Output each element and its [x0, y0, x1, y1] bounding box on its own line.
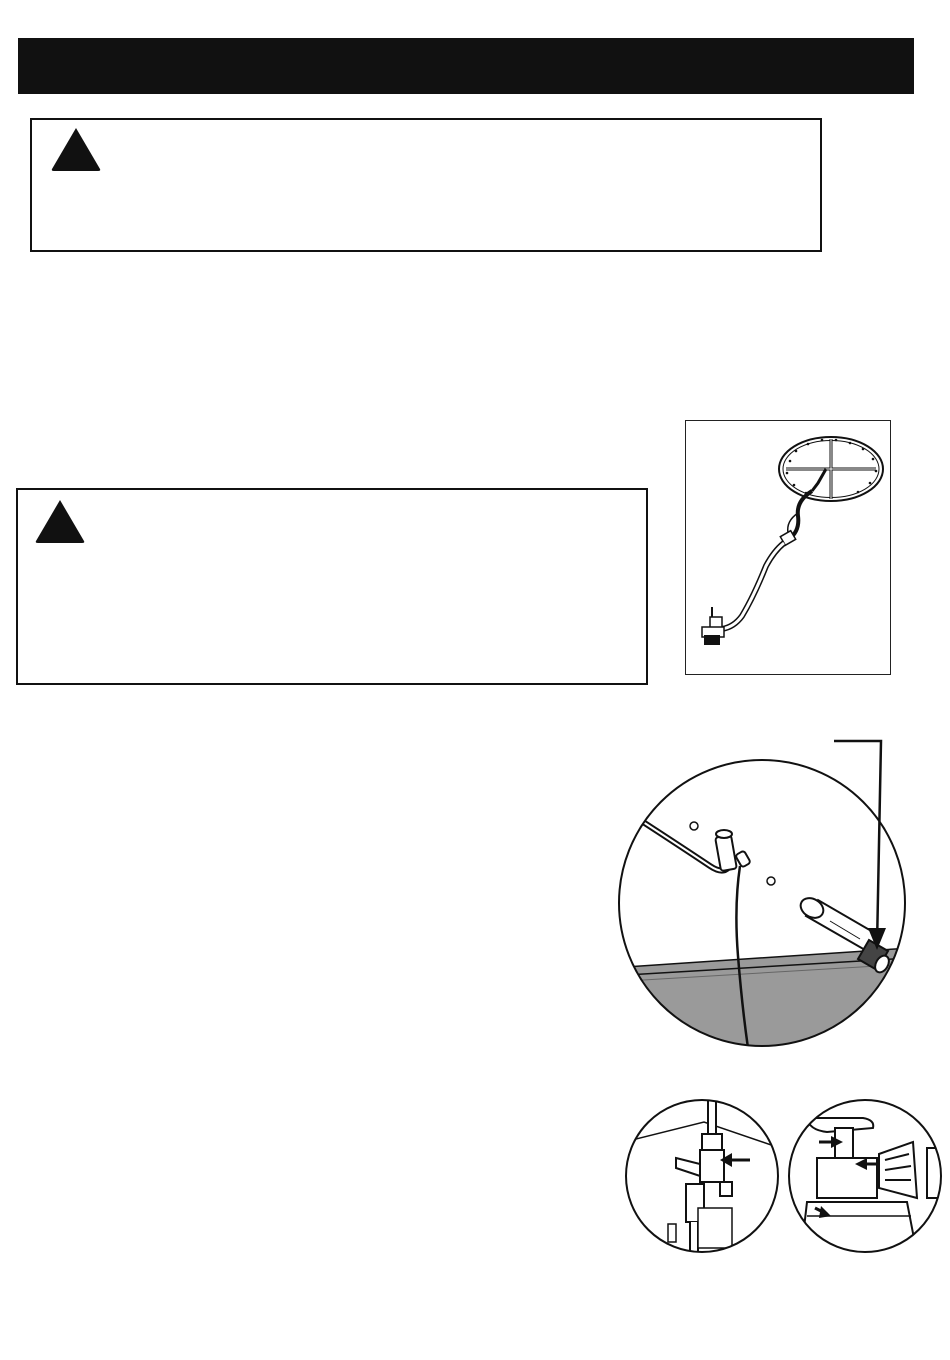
warning-box-top: [30, 118, 822, 252]
burner-ring-hose-assembly-icon: [686, 421, 889, 673]
figure-burner-ring-hose: [685, 420, 891, 675]
burner-gas-inlet-detail-icon: [610, 736, 910, 1048]
warning-triangle-icon: [50, 126, 102, 172]
tank-valve-arrow-icon: [787, 1098, 943, 1254]
warning-triangle-icon: [34, 498, 86, 544]
warning-box-middle: [16, 488, 648, 685]
section-header-bar: [18, 38, 914, 94]
hose-fitting-arrow-icon: [624, 1098, 780, 1254]
